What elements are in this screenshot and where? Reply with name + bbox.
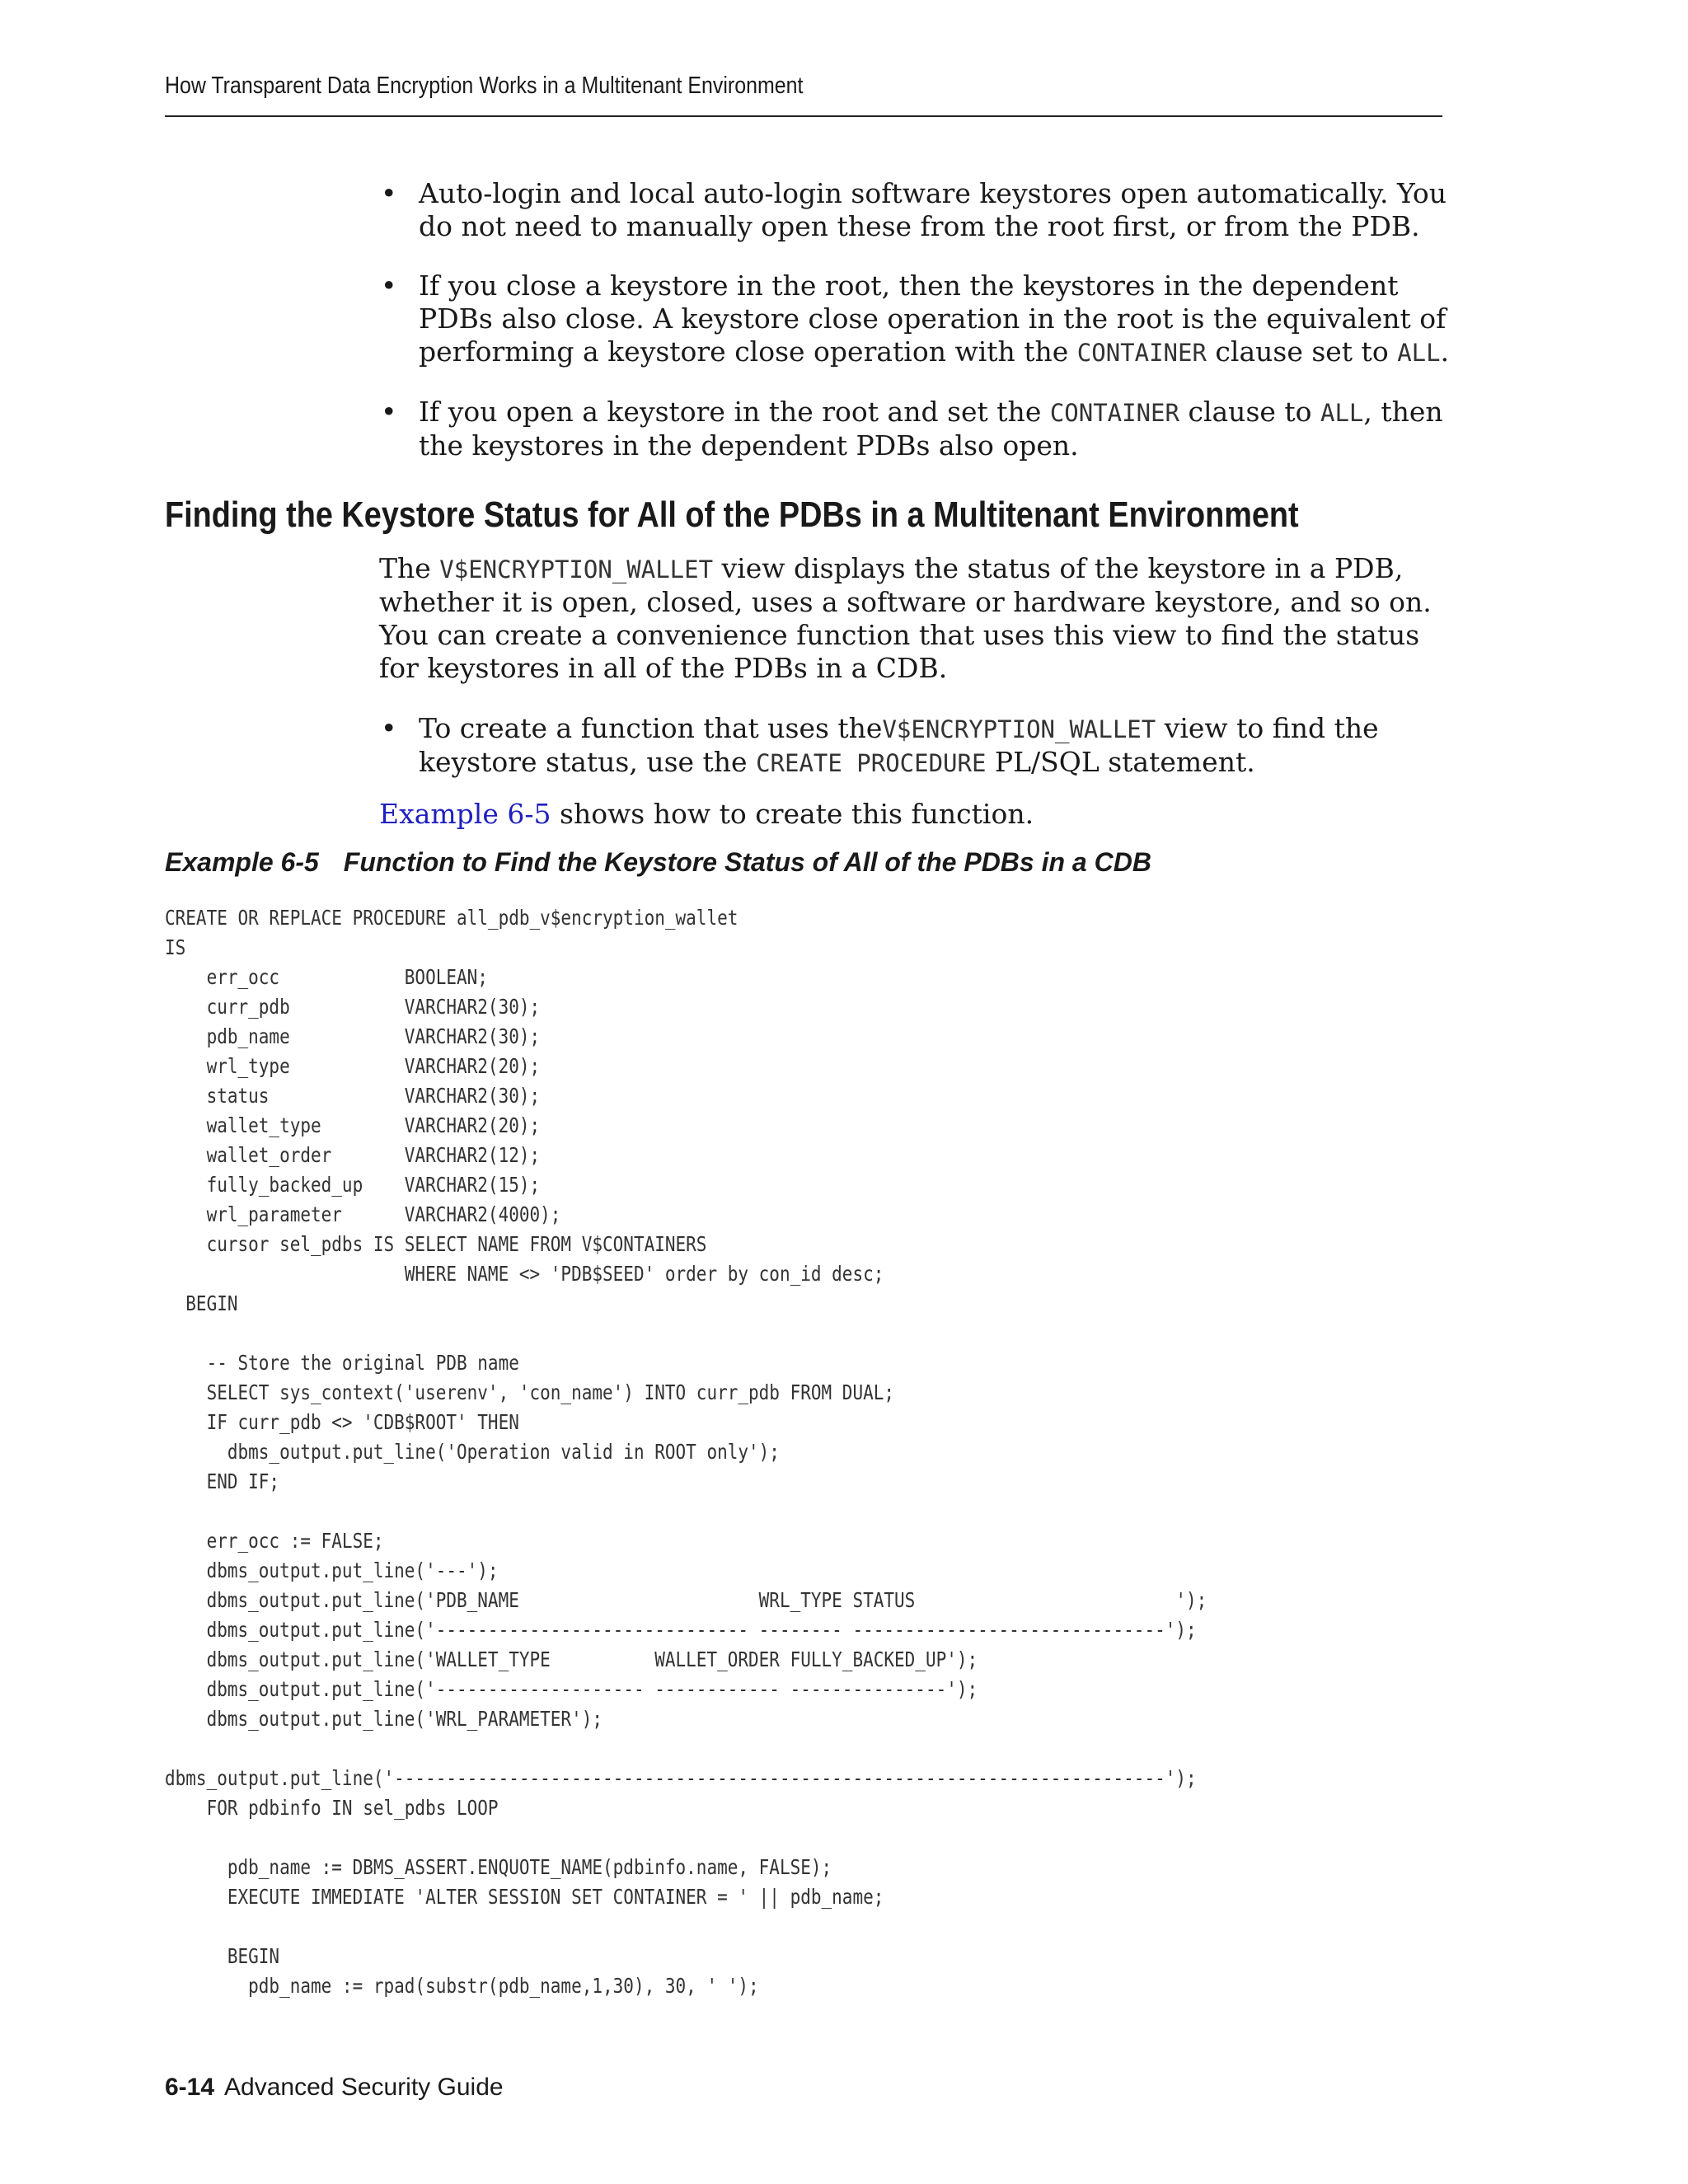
bullet-item <box>379 712 1451 780</box>
page-footer <box>165 2074 504 2102</box>
bullet-item <box>379 396 1451 462</box>
running-header: How Transparent Data Encryption Works in a Multitenant Environment <box>165 73 804 99</box>
code-line: pdb_name := DBMS_ASSERT.ENQUOTE_NAME(pdbinfo.name, FALSE); <box>227 1855 832 1879</box>
example-caption: Function to Find the Keystore Status of All of the PDBs in a CDB <box>343 847 1151 877</box>
code-line: fully_backed_up VARCHAR2(15); <box>206 1173 541 1197</box>
text-run: If you close a keystore in the root, then the keystores in the dependent PDBs also close. A keystore close operation in the root is the equivalent of performing a keystore close operation with the <box>419 269 1447 368</box>
code-line: wrl_parameter VARCHAR2(4000); <box>206 1202 561 1226</box>
inline-code: CONTAINER <box>1076 339 1207 367</box>
code-line: wrl_type VARCHAR2(20); <box>206 1054 541 1078</box>
code-line: dbms_output.put_line('--------------------------------------------------------------------------'); <box>165 1766 1197 1790</box>
code-line: dbms_output.put_line('WRL_PARAMETER'); <box>206 1707 603 1731</box>
code-line: dbms_output.put_line('PDB_NAME WRL_TYPE STATUS '); <box>206 1588 1207 1612</box>
text-run: To create a function that uses the <box>419 712 883 744</box>
example-reference-text: shows how to create this function. <box>551 798 1034 830</box>
text-run: Auto-login and local auto-login software keystores open automatically. You do not need to manually open these from the root first, or from the PDB. <box>419 177 1447 242</box>
code-line: dbms_output.put_line('-------------------- ------------ ---------------'); <box>206 1677 978 1701</box>
inline-code: CREATE PROCEDURE <box>756 749 987 777</box>
code-line: EXECUTE IMMEDIATE 'ALTER SESSION SET CONTAINER = ' || pdb_name; <box>227 1885 884 1909</box>
code-line: IF curr_pdb <> 'CDB$ROOT' THEN <box>206 1410 519 1434</box>
intro-bullet-list <box>379 177 1451 489</box>
text-run: If you open a keystore in the root and set the <box>419 396 1050 428</box>
text-run: The <box>379 552 440 584</box>
code-line: BEGIN <box>227 1944 280 1968</box>
code-line: IS <box>165 935 186 959</box>
code-line: wallet_type VARCHAR2(20); <box>206 1113 541 1137</box>
bullet-dot-icon: • <box>381 712 397 744</box>
code-line: FOR pdbinfo IN sel_pdbs LOOP <box>206 1796 499 1820</box>
bullet-item <box>379 269 1451 369</box>
inline-code: ALL <box>1397 339 1441 367</box>
code-line: pdb_name := rpad(substr(pdb_name,1,30), 30, ' '); <box>248 1974 759 1998</box>
procedure-bullet-list <box>379 712 1451 780</box>
text-run: clause set to <box>1206 335 1398 368</box>
section-heading: Finding the Keystore Status for All of the PDBs in a Multitenant Environment <box>165 494 1299 535</box>
inline-code: CONTAINER <box>1049 399 1179 427</box>
bullet-dot-icon: • <box>381 269 397 302</box>
example-reference <box>379 798 1451 831</box>
code-line: dbms_output.put_line('WALLET_TYPE WALLET_ORDER FULLY_BACKED_UP'); <box>206 1647 978 1671</box>
code-line: curr_pdb VARCHAR2(30); <box>206 995 541 1019</box>
text-run: , then the keystores in the dependent PDBs also open. <box>419 396 1443 462</box>
inline-code: ALL <box>1320 399 1364 427</box>
inline-code: V$ENCRYPTION_WALLET <box>882 715 1156 743</box>
bullet-item <box>379 177 1451 243</box>
code-line: -- Store the original PDB name <box>206 1351 519 1375</box>
code-line: BEGIN <box>185 1291 238 1315</box>
text-run: view to find the keystore status, use the <box>419 712 1379 778</box>
text-run: clause to <box>1179 396 1321 428</box>
code-line: cursor sel_pdbs IS SELECT NAME FROM V$CONTAINERS <box>206 1232 707 1256</box>
code-line: dbms_output.put_line('------------------------------ -------- ------------------------------'); <box>206 1618 1197 1642</box>
code-line: END IF; <box>206 1469 280 1493</box>
example-link[interactable]: Example 6-5 <box>379 798 551 830</box>
inline-code: V$ENCRYPTION_WALLET <box>439 555 714 583</box>
code-line: pdb_name VARCHAR2(30); <box>206 1024 541 1048</box>
code-line: err_occ BOOLEAN; <box>206 965 488 989</box>
text-run: view displays the status of the keystore in a PDB, whether it is open, closed, uses a software or hardware keystore, and so on. You can create a convenience function that uses this view to find the status for keystores in all of the PDBs in a CDB. <box>379 552 1432 684</box>
code-line: dbms_output.put_line('---'); <box>206 1558 499 1582</box>
example-title <box>165 847 1566 878</box>
code-line: dbms_output.put_line('Operation valid in ROOT only'); <box>227 1440 780 1464</box>
code-line: CREATE OR REPLACE PROCEDURE all_pdb_v$encryption_wallet <box>165 906 738 930</box>
header-rule <box>165 115 1442 117</box>
text-run: . <box>1440 335 1450 368</box>
text-run: PL/SQL statement. <box>986 746 1255 778</box>
example-label: Example 6-5 <box>165 847 319 877</box>
book-title: Advanced Security Guide <box>224 2074 504 2101</box>
code-listing <box>165 903 1383 2001</box>
code-line: WHERE NAME <> 'PDB$SEED' order by con_id desc; <box>404 1262 884 1286</box>
bullet-dot-icon: • <box>381 396 397 428</box>
code-line: status VARCHAR2(30); <box>206 1084 541 1108</box>
section-paragraph <box>379 552 1451 685</box>
bullet-dot-icon: • <box>381 177 397 209</box>
code-line: err_occ := FALSE; <box>206 1529 384 1553</box>
code-line: SELECT sys_context('userenv', 'con_name') INTO curr_pdb FROM DUAL; <box>206 1380 895 1404</box>
code-line: wallet_order VARCHAR2(12); <box>206 1143 541 1167</box>
page-number: 6-14 <box>165 2074 215 2101</box>
